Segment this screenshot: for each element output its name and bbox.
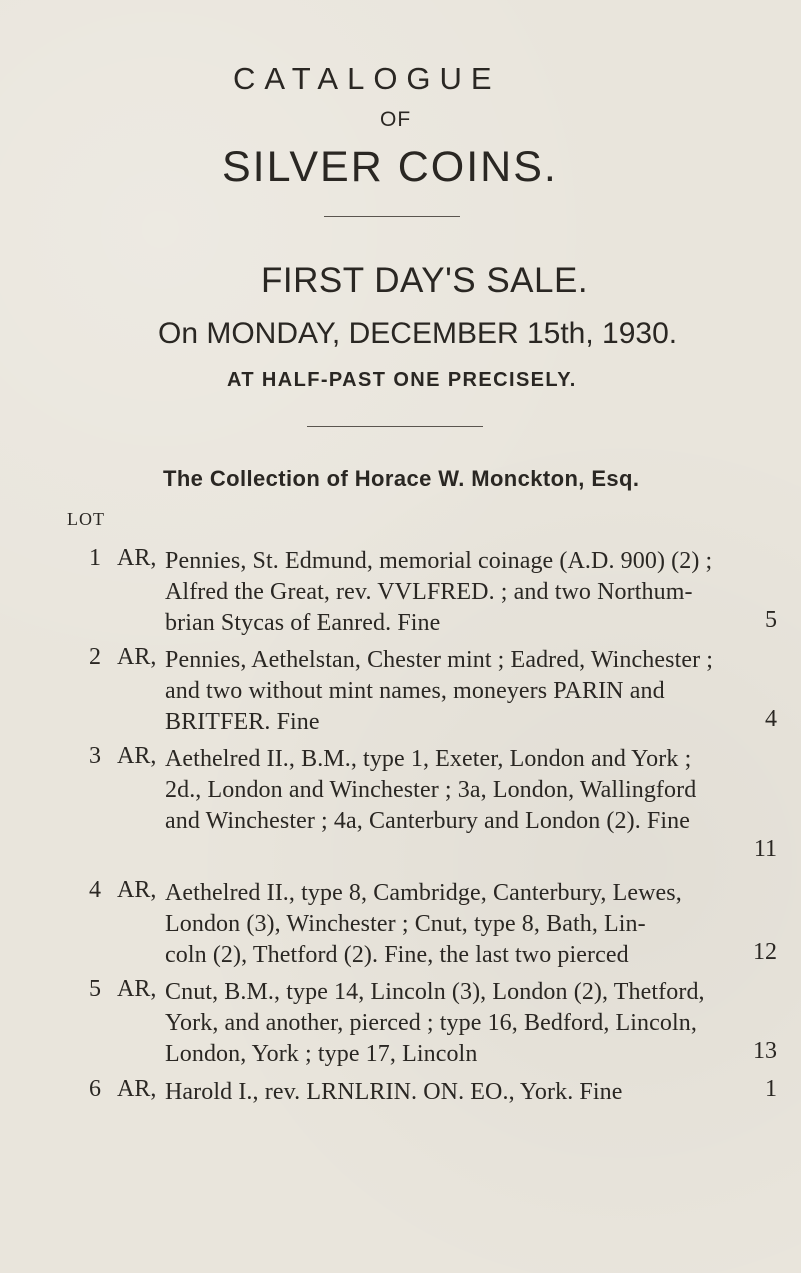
lot-quantity: 4 xyxy=(765,706,777,732)
lot-number: 6 xyxy=(89,1076,101,1102)
lot-description-line: Alfred the Great, rev. VVLFRED. ; and two Northum- xyxy=(165,579,693,605)
lot-quantity: 1 xyxy=(765,1076,777,1102)
lot-description-line: Cnut, B.M., type 14, Lincoln (3), London (2), Thetford, xyxy=(165,979,705,1005)
lot-quantity: 5 xyxy=(765,607,777,633)
divider-middle xyxy=(307,426,483,427)
lot-number: 3 xyxy=(89,743,101,769)
sale-day-heading: FIRST DAY'S SALE. xyxy=(261,261,589,300)
lot-description-line: coln (2), Thetford (2). Fine, the last two pierced xyxy=(165,942,629,968)
lot-number: 4 xyxy=(89,877,101,903)
metal-mark: AR, xyxy=(117,743,157,769)
metal-mark: AR, xyxy=(117,976,157,1002)
metal-mark: AR, xyxy=(117,877,157,903)
lot-number: 2 xyxy=(89,644,101,670)
lot-quantity: 12 xyxy=(753,939,777,965)
lot-description xyxy=(165,878,753,971)
lot-description xyxy=(165,1077,753,1108)
lot-number: 1 xyxy=(89,545,101,571)
lot-description-line: Pennies, Aethelstan, Chester mint ; Eadred, Winchester ; xyxy=(165,647,714,673)
catalogue-heading: CATALOGUE xyxy=(233,61,501,96)
silver-coins-heading: SILVER COINS. xyxy=(222,143,558,191)
lot-description-line: Pennies, St. Edmund, memorial coinage (A.D. 900) (2) ; xyxy=(165,548,713,574)
lot-description-line: Aethelred II., B.M., type 1, Exeter, London and York ; xyxy=(165,746,692,772)
lot-description xyxy=(165,645,753,738)
lot-description-line: Aethelred II., type 8, Cambridge, Canterbury, Lewes, xyxy=(165,880,682,906)
lot-description-line: London (3), Winchester ; Cnut, type 8, Bath, Lin- xyxy=(165,911,646,937)
lot-quantity: 13 xyxy=(753,1038,777,1064)
lot-description-line: 2d., London and Winchester ; 3a, London, Wallingford xyxy=(165,777,697,803)
lot-description-line: Harold I., rev. LRNLRIN. ON. EO., York. Fine xyxy=(165,1079,623,1105)
lot-description-line: and two without mint names, moneyers PARIN and xyxy=(165,678,665,704)
metal-mark: AR, xyxy=(117,545,157,571)
lot-description-line: York, and another, pierced ; type 16, Bedford, Lincoln, xyxy=(165,1010,697,1036)
collection-title: The Collection of Horace W. Monckton, Esq. xyxy=(163,466,640,491)
lot-column-heading: LOT xyxy=(67,509,105,529)
heading-of: OF xyxy=(380,108,412,131)
metal-mark: AR, xyxy=(117,644,157,670)
lot-description-line: and Winchester ; 4a, Canterbury and London (2). Fine xyxy=(165,808,690,834)
lot-description xyxy=(165,744,753,837)
metal-mark: AR, xyxy=(117,1076,157,1102)
lot-description-line: London, York ; type 17, Lincoln xyxy=(165,1041,478,1067)
lot-description xyxy=(165,546,753,639)
lot-number: 5 xyxy=(89,976,101,1002)
lot-description xyxy=(165,977,753,1070)
lot-description-line: BRITFER. Fine xyxy=(165,709,320,735)
lot-quantity: 11 xyxy=(753,836,777,862)
sale-date: On MONDAY, DECEMBER 15th, 1930. xyxy=(158,317,678,350)
sale-time: AT HALF-PAST ONE PRECISELY. xyxy=(227,369,577,391)
lot-description-line: brian Stycas of Eanred. Fine xyxy=(165,610,441,636)
divider-top xyxy=(324,216,460,217)
